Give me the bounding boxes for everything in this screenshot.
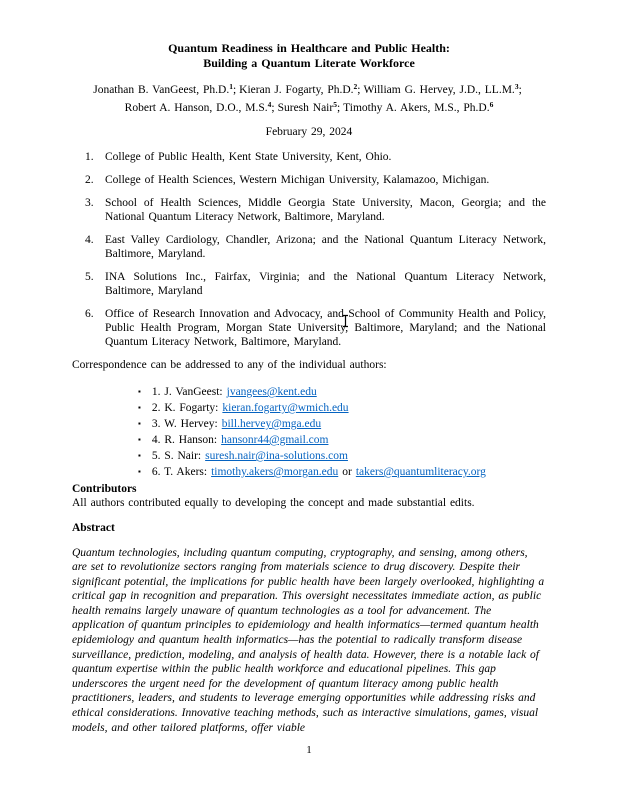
affiliation-text: School of Health Sciences, Middle Georgia State University, Macon, Georgia; and the National Quantum Literacy Network, Baltimore, Maryland.	[105, 197, 546, 223]
author-name: William G. Hervey, J.D., LL.M.	[363, 84, 515, 96]
email-item	[138, 384, 546, 400]
affiliation-item	[72, 150, 546, 164]
affiliation-item	[72, 233, 546, 261]
author-separator: ;	[518, 84, 522, 96]
author-superscript: 1	[229, 82, 233, 91]
affiliation-number: 5.	[85, 271, 94, 283]
email-link[interactable]: kieran.fogarty@wmich.edu	[222, 402, 349, 414]
text-cursor-icon	[341, 314, 350, 328]
author-line-2	[72, 100, 546, 118]
author-superscript: 3	[514, 82, 519, 91]
square-bullet-icon: ▪	[138, 419, 141, 428]
affiliation-list	[72, 150, 546, 349]
page-number: 1	[306, 744, 312, 756]
square-bullet-icon: ▪	[138, 387, 141, 396]
affiliation-item	[72, 307, 546, 349]
author-name: Timothy A. Akers, M.S., Ph.D.	[343, 101, 490, 114]
correspondence-intro: Correspondence can be addressed to any of the individual authors:	[72, 359, 387, 371]
affiliation-text: College of Health Sciences, Western Michigan University, Kalamazoo, Michigan.	[105, 174, 490, 186]
author-separator: ;	[232, 84, 237, 96]
email-link[interactable]: bill.hervey@mga.edu	[221, 418, 322, 430]
author-separator: ;	[271, 101, 275, 114]
email-list	[138, 384, 546, 480]
email-prefix: 6. T. Akers:	[151, 466, 208, 478]
paper-title	[72, 41, 546, 71]
author-name: Robert A. Hanson, D.O., M.S.	[124, 101, 268, 114]
email-link[interactable]: suresh.nair@ina-solutions.com	[205, 450, 348, 462]
affiliation-text: INA Solutions Inc., Fairfax, Virginia; and the National Quantum Literacy Network, Baltimore, Maryland	[105, 271, 546, 297]
contributors-heading: Contributors	[72, 483, 137, 495]
publication-date: February 29, 2024	[265, 126, 353, 138]
affiliation-item	[72, 196, 546, 224]
email-item	[138, 400, 546, 416]
email-link[interactable]: timothy.akers@morgan.edu	[211, 466, 339, 478]
affiliation-number: 3.	[85, 197, 94, 209]
email-prefix: 1. J. VanGeest:	[151, 386, 223, 398]
author-name: Jonathan B. VanGeest, Ph.D.	[93, 84, 230, 96]
email-prefix: 5. S. Nair:	[151, 450, 202, 462]
abstract-heading: Abstract	[72, 521, 115, 534]
author-superscript: 5	[333, 99, 337, 109]
email-link[interactable]: hansonr44@gmail.com	[221, 434, 329, 446]
author-superscript: 6	[489, 99, 494, 109]
email-prefix: 4. R. Hanson:	[151, 434, 218, 446]
contributors-text: All authors contributed equally to developing the concept and made substantial edits.	[72, 497, 475, 509]
square-bullet-icon: ▪	[138, 467, 141, 476]
square-bullet-icon: ▪	[138, 403, 141, 412]
affiliation-text: College of Public Health, Kent State University, Kent, Ohio.	[105, 151, 392, 163]
author-line-1	[72, 82, 546, 100]
email-link[interactable]: jvangees@kent.edu	[226, 386, 317, 398]
author-name: Suresh Nair	[277, 101, 334, 114]
square-bullet-icon: ▪	[138, 451, 141, 460]
affiliation-text: Office of Research Innovation and Advocacy, and School of Community Health and Policy, Public Health Program, Morgan State University, Baltimore, Maryland; and the National Quantum Literacy Network, Baltimore, Maryland.	[105, 308, 546, 348]
email-link[interactable]: takers@quantumliteracy.org	[355, 466, 486, 478]
email-item	[138, 416, 546, 432]
author-superscript: 4	[267, 99, 272, 109]
affiliation-text: East Valley Cardiology, Chandler, Arizona; and the National Quantum Literacy Network, Baltimore, Maryland.	[105, 234, 546, 260]
email-prefix: 3. W. Hervey:	[151, 418, 218, 430]
email-item	[138, 432, 546, 448]
abstract-text: Quantum technologies, including quantum computing, cryptography, and sensing, among others, are set to revolutionize sectors ranging from materials science to drug discovery. Despite their significant potential, the implications for public health have been largely overlooked, highlighting a critical gap in recognition and preparation. This oversight necessitates immediate action, as public health remains largely unaware of quantum technologies as a tool for advancement. The application of quantum principles to epidemiology and health informatics—termed quantum health epidemiology and quantum health informatics—has the potential to radically transform disease surveillance, prediction, modeling, and analysis of health data. However, there is a notable lack of quantum expertise within the public health workforce and educational pipelines. This gap underscores the urgent need for the development of quantum literacy among public health practitioners, leaders, and students to leverage emerging opportunities while addressing risks and ethical considerations. Innovative teaching methods, such as interactive simulations, games, visual models, and other tailored platforms, offer viable	[72, 546, 545, 734]
title-line-1: Quantum Readiness in Healthcare and Public Health:	[168, 41, 450, 55]
square-bullet-icon: ▪	[138, 435, 141, 444]
author-name: Kieran J. Fogarty, Ph.D.	[239, 84, 354, 96]
author-separator: ;	[357, 84, 361, 96]
email-prefix: 2. K. Fogarty:	[151, 402, 219, 414]
author-superscript: 2	[353, 82, 358, 91]
title-line-2: Building a Quantum Literate Workforce	[203, 56, 415, 70]
affiliation-number: 4.	[85, 234, 94, 246]
affiliation-item	[72, 270, 546, 298]
author-separator: ;	[336, 101, 341, 114]
email-item	[138, 448, 546, 464]
affiliation-number: 1.	[85, 151, 94, 163]
affiliation-number: 6.	[85, 308, 94, 320]
affiliation-item	[72, 173, 546, 187]
email-item	[138, 464, 546, 480]
affiliation-number: 2.	[85, 174, 94, 186]
author-list	[72, 82, 546, 117]
email-or-separator: or	[342, 466, 352, 478]
